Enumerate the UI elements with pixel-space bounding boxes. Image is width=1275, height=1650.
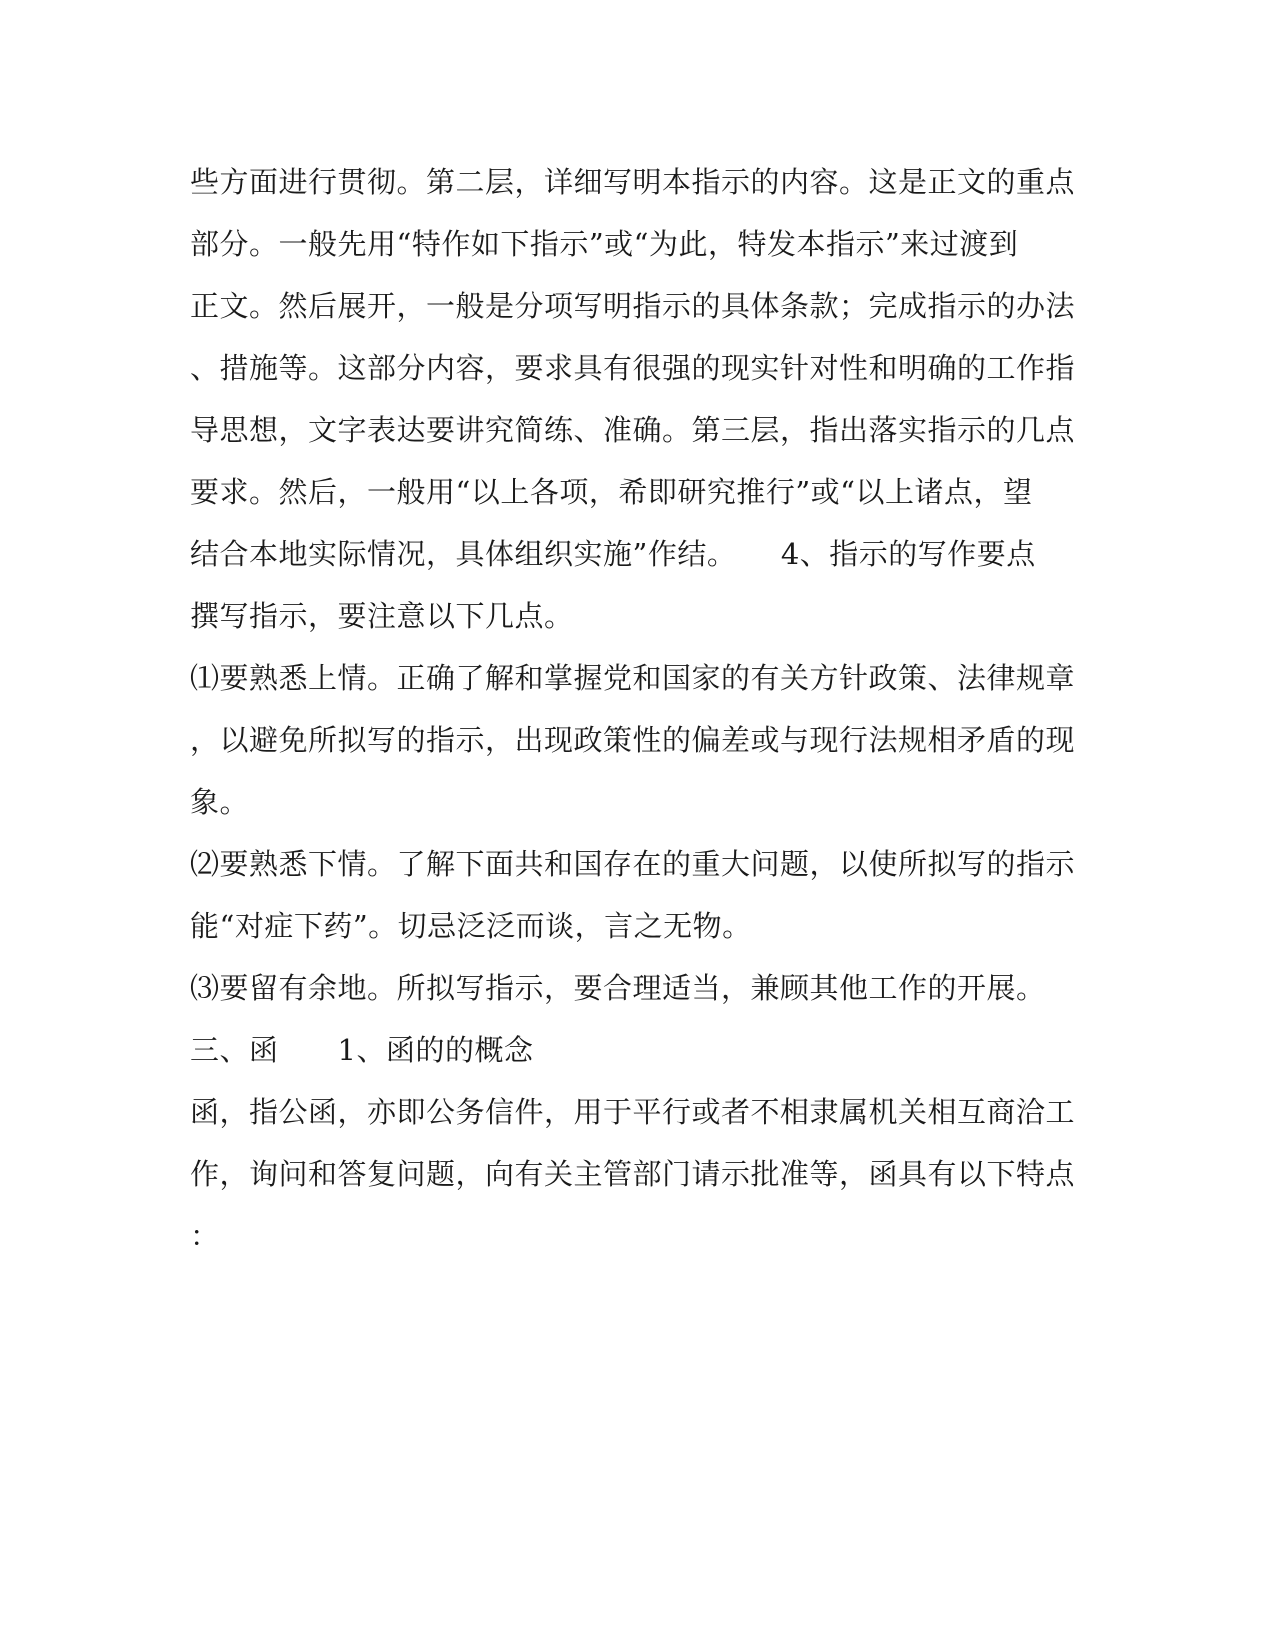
text-line: ，以避免所拟写的指示，出现政策性的偏差或与现行法规相矛盾的现: [190, 723, 1076, 757]
text-line: 部分。一般先用“特作如下指示”或“为此，特发本指示”来过渡到: [190, 227, 1019, 261]
text-line: 函，指公函，亦即公务信件，用于平行或者不相隶属机关相互商洽工: [190, 1095, 1076, 1129]
text-line: ⑶要留有余地。所拟写指示，要合理适当，兼顾其他工作的开展。: [190, 971, 1046, 1005]
text-line: 、措施等。这部分内容，要求具有很强的现实针对性和明确的工作指: [190, 351, 1076, 385]
text-line: 能“对症下药”。切忌泛泛而谈，言之无物。: [190, 909, 752, 943]
text-line: 导思想，文字表达要讲究简练、准确。第三层，指出落实指示的几点: [190, 413, 1076, 447]
text-line: ：: [190, 1219, 220, 1253]
text-line: 正文。然后展开，一般是分项写明指示的具体条款；完成指示的办法: [190, 289, 1076, 323]
text-line: 象。: [190, 785, 250, 819]
section-heading: 三、函 1、函的的概念: [190, 1033, 534, 1067]
text-line: ⑴要熟悉上情。正确了解和掌握党和国家的有关方针政策、法律规章: [190, 661, 1076, 695]
text-line: 要求。然后，一般用“以上各项，希即研究推行”或“以上诸点，望: [190, 475, 1033, 509]
text-line: 作，询问和答复问题，向有关主管部门请示批准等，函具有以下特点: [190, 1157, 1076, 1191]
text-line: ⑵要熟悉下情。了解下面共和国存在的重大问题，以使所拟写的指示: [190, 847, 1076, 881]
text-line: 些方面进行贯彻。第二层，详细写明本指示的内容。这是正文的重点: [190, 165, 1076, 199]
text-line: 撰写指示，要注意以下几点。: [190, 599, 574, 633]
text-line: 结合本地实际情况，具体组织实施”作结。 4、指示的写作要点: [190, 537, 1036, 571]
